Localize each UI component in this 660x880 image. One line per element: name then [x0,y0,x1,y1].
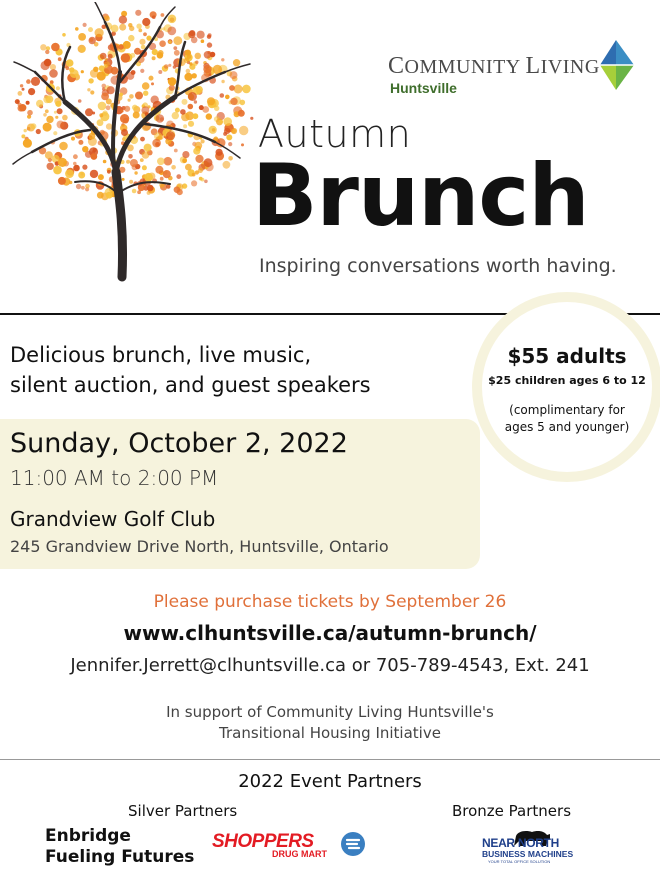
leaf-dot [15,99,20,104]
leaf-dot [238,110,245,117]
leaf-dot [230,71,238,79]
leaf-dot [228,156,233,161]
leaf-dot [175,108,180,113]
pharmacy-emblem-icon [340,831,366,857]
enbridge-logo: Enbridge Fueling Futures [45,826,195,867]
community-living-logo [386,38,636,98]
leaf-dot [128,99,131,102]
features-line-1: Delicious brunch, live music, [10,343,312,367]
leaf-dot [229,85,235,91]
leaf-dot [183,124,187,128]
leaf-dot [82,165,87,170]
leaf-dot [201,178,205,182]
contact-info[interactable]: Jennifer.Jerrett@clhuntsville.ca or 705-789-4543, Ext. 241 [70,655,590,676]
leaf-dot [195,155,203,163]
leaf-dot [168,14,177,23]
leaf-dot [82,146,88,152]
partners-title: 2022 Event Partners [238,771,422,792]
price-adults: $55 adults [507,344,627,368]
leaf-dot [75,27,79,31]
leaf-dot [91,153,98,160]
leaf-dot [143,91,148,96]
leaf-dot [58,158,67,167]
leaf-dot [172,112,179,119]
leaf-dot [158,70,162,74]
leaf-dot [111,25,119,33]
leaf-dot [140,158,144,162]
ticket-deadline: Please purchase tickets by September 26 [153,592,507,612]
leaf-dot [234,85,243,94]
leaf-dot [78,140,83,145]
leaf-dot [143,32,147,36]
leaf-dot [44,59,52,67]
leaf-dot [166,184,170,188]
leaf-dot [173,36,182,45]
leaf-dot [224,128,230,134]
price-badge [472,292,660,482]
leaf-dot [184,73,192,81]
leaf-dot [59,142,68,151]
leaf-dot [119,93,123,97]
leaf-dot [134,171,137,174]
leaf-dot [174,149,178,153]
leaf-dot [57,121,65,129]
title-brunch: Brunch [252,146,589,246]
leaf-dot [191,180,197,186]
leaf-dot [78,99,82,103]
leaf-dot [188,104,194,110]
leaf-dot [152,56,156,60]
leaf-dot [101,93,109,101]
leaf-dot [201,139,205,143]
leaf-dot [195,53,202,60]
leaf-dot [90,170,98,178]
leaf-dot [123,118,129,124]
leaf-dot [43,96,50,103]
leaf-dot [31,123,37,129]
leaf-dot [98,174,104,180]
leaf-dot [152,15,156,19]
leaf-dot [78,172,85,179]
leaf-dot [133,112,140,119]
leaf-dot [188,92,197,101]
leaf-dot [46,116,53,123]
shoppers-drug-mart-logo: SHOPPERS DRUG MART [212,831,372,865]
silver-partners-label: Silver Partners [128,802,238,820]
ticket-url-link[interactable]: www.clhuntsville.ca/autumn-brunch/ [123,621,537,645]
leaf-dot [62,33,66,37]
leaf-dot [71,137,75,141]
leaf-dot [142,18,150,26]
leaf-dot [53,131,57,135]
bronze-partners-label: Bronze Partners [452,802,572,820]
leaf-dot [81,186,85,190]
leaf-dot [58,57,62,61]
leaf-dot [168,40,172,44]
leaf-dot [83,23,87,27]
leaf-dot [128,154,133,159]
leaf-dot [20,84,23,87]
leaf-dot [221,58,224,61]
leaf-dot [107,170,111,174]
leaf-dot [65,169,74,178]
leaf-dot [164,64,169,69]
leaf-dot [201,39,205,43]
leaf-dot [166,131,175,140]
leaf-dot [54,111,57,114]
title-autumn: Autumn [258,112,412,156]
leaf-dot [174,186,181,193]
leaf-dot [121,53,130,62]
leaf-dot [142,151,150,159]
leaf-dot [89,38,93,42]
leaf-dot [128,35,134,41]
leaf-dot [45,151,53,159]
leaf-dot [78,33,86,41]
leaf-dot [55,116,58,119]
leaf-dot [123,41,131,49]
leaf-dot [135,10,141,16]
leaf-dot [85,108,93,116]
leaf-dot [130,159,138,167]
leaf-dot [24,129,27,132]
leaf-dot [158,50,164,56]
leaf-dot [70,69,79,78]
leaf-dot [76,184,81,189]
leaf-dot [104,58,107,61]
leaf-dot [73,154,78,159]
leaf-dot [173,46,177,50]
leaf-dot [221,80,224,83]
logo-org-name: COMMUNITY LIVING [388,53,600,79]
leaf-dot [126,160,130,164]
leaf-dot [56,86,60,90]
leaf-dot [90,90,94,94]
leaf-dot [228,142,232,146]
leaf-dot [195,170,199,174]
leaf-dot [185,164,192,171]
leaf-dot [231,129,236,134]
leaf-dot [192,173,196,177]
support-text: In support of Community Living Huntsville's Transitional Housing Initiative [166,703,494,742]
leaf-dot [66,59,74,67]
leaf-dot [160,177,164,181]
leaf-dot [81,70,84,73]
leaf-dot [182,158,187,163]
leaf-dot [40,44,46,50]
leaf-dot [171,165,176,170]
leaf-dot [111,67,119,75]
leaf-dot [102,110,107,115]
venue-name: Grandview Golf Club [10,507,216,531]
leaf-dot [142,82,150,90]
leaf-dot [135,92,143,100]
leaf-dot [242,85,251,94]
leaf-dot [106,192,113,199]
leaf-dot [212,128,216,132]
leaf-dot [194,100,197,103]
leaf-dot [223,161,231,169]
leaf-dot [18,91,23,96]
leaf-dot [80,47,85,52]
event-date: Sunday, October 2, 2022 [10,428,348,459]
leaf-dot [47,163,54,170]
leaf-dot [149,76,154,81]
leaf-dot [193,148,200,155]
logo-diamond-icon [596,38,636,92]
leaf-dot [182,151,189,158]
leaf-dot [214,106,219,111]
leaf-dot [174,50,180,56]
leaf-dot [132,189,137,194]
leaf-dot [193,113,199,119]
leaf-dot [161,13,165,17]
leaf-dot [129,180,133,184]
leaf-dot [188,31,195,38]
leaf-dot [168,77,177,86]
leaf-dot [155,166,163,174]
leaf-dot [163,170,171,178]
leaf-dot [57,108,63,114]
leaf-dot [43,123,52,132]
leaf-dot [226,134,232,140]
leaf-dot [199,105,204,110]
leaf-dot [129,94,134,99]
leaf-dot [137,190,141,194]
leaf-dot [73,165,80,172]
leaf-dot [90,69,99,78]
leaf-dot [188,121,194,127]
leaf-dot [36,100,43,107]
price-children: $25 children ages 6 to 12 [488,374,646,387]
leaf-dot [159,40,166,47]
leaf-dot [144,144,152,152]
leaf-dot [176,174,181,179]
venue-address: 245 Grandview Drive North, Huntsville, Ontario [10,537,389,556]
leaf-dot [156,114,165,123]
leaf-dot [220,93,225,98]
leaf-dot [103,64,107,68]
leaf-dot [240,100,246,106]
leaf-dot [140,137,145,142]
leaf-dot [157,158,165,166]
leaf-dot [89,133,96,140]
leaf-dot [207,42,212,47]
leaf-dot [168,64,171,67]
leaf-dot [197,31,205,39]
leaf-dot [43,113,47,117]
leaf-dot [206,113,212,119]
leaf-dot [120,109,123,112]
leaf-dot [28,88,35,95]
leaf-dot [119,16,127,24]
leaf-dot [21,134,25,138]
near-north-business-machines-logo: NEAR NORTH BUSINESS MACHINES YOUR TOTAL OFFICE SOLUTION [482,828,582,872]
leaf-dot [103,160,107,164]
features-line-2: silent auction, and guest speakers [10,373,371,397]
leaf-dot [207,35,211,39]
leaf-dot [180,109,186,115]
leaf-dot [18,105,25,112]
leaf-dot [164,157,173,166]
leaf-dot [132,105,138,111]
leaf-dot [195,61,198,64]
leaf-dot [45,50,49,54]
leaf-dot [98,102,107,111]
event-time: 11:00 AM to 2:00 PM [10,466,219,490]
leaf-dot [73,162,77,166]
bottom-divider [0,759,660,760]
leaf-dot [26,79,31,84]
price-complimentary: (complimentary for ages 5 and younger) [504,403,630,434]
leaf-dot [210,52,216,58]
leaf-dot [88,27,93,32]
leaf-dot [219,120,223,124]
leaf-dot [139,39,145,45]
leaf-dot [124,106,130,112]
leaf-dot [62,115,68,121]
leaf-dot [144,173,153,182]
autumn-tree-illustration [10,2,260,287]
leaf-dot [230,98,237,105]
leaf-dot [167,27,176,36]
leaf-dot [233,59,240,66]
logo-city: Huntsville [390,80,457,96]
leaf-dot [140,69,144,73]
leaf-dot [85,184,90,189]
leaf-dot [95,28,104,37]
leaf-dot [26,101,30,105]
tagline: Inspiring conversations worth having. [259,255,617,277]
leaf-dot [27,110,33,116]
leaf-dot [138,29,142,33]
leaf-dot [182,99,188,105]
leaf-dot [97,119,104,126]
leaf-dot [53,166,62,175]
leaf-dot [118,44,123,49]
features-text [10,340,450,400]
leaf-dot [119,24,126,31]
leaf-dot [49,69,58,78]
leaf-dot [22,88,25,91]
leaf-dot [223,117,232,126]
leaf-dot [141,106,149,114]
leaf-dot [108,54,113,59]
leaf-dot [106,123,112,129]
leaf-dot [162,27,165,30]
leaf-dot [31,77,40,86]
leaf-dot [87,88,90,91]
leaf-dot [45,109,49,113]
leaf-dot [216,149,223,156]
leaf-dot [147,185,154,192]
leaf-dot [136,24,141,29]
leaf-dot [207,97,215,105]
leaf-dot [158,134,163,139]
leaf-dot [151,82,154,85]
leaf-dot [239,126,248,135]
leaf-dot [241,143,244,146]
leaf-dot [209,73,212,76]
leaf-dot [121,129,128,136]
leaf-dot [152,139,161,148]
leaf-dot [204,180,208,184]
leaf-dot [23,139,32,148]
leaf-dot [122,178,125,181]
leaf-dot [129,26,134,31]
leaf-dot [58,177,66,185]
leaf-dot [51,43,60,52]
leaf-dot [204,158,213,167]
leaf-dot [196,86,203,93]
leaf-dot [142,165,147,170]
leaf-dot [250,117,253,120]
leaf-dot [130,53,135,58]
leaf-dot [107,86,115,94]
leaf-dot [88,78,93,83]
leaf-dot [106,105,111,110]
leaf-dot [187,55,191,59]
leaf-dot [36,129,41,134]
leaf-dot [225,95,230,100]
leaf-dot [186,69,191,74]
leaf-dot [55,101,61,107]
